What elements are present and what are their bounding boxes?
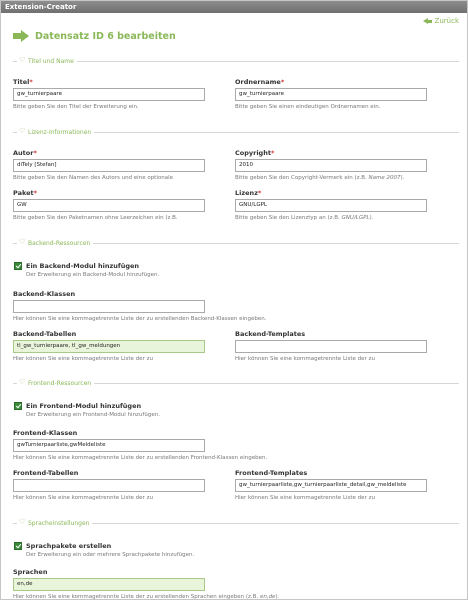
backend-klassen-input[interactable] <box>13 300 205 313</box>
arrow-right-icon <box>13 30 29 42</box>
titel-input[interactable]: gw_turnierpaare <box>13 88 205 101</box>
checkbox-checked-icon[interactable] <box>14 262 22 270</box>
field-backend-tabellen: Backend-Tabellen tl_gw_turnierpaare, tl_gw_meldungen Hier können Sie eine kommagetrennte Liste der zu <box>13 330 205 362</box>
frontend-klassen-input[interactable]: gwTurnierpaarliste,gwMeldeliste <box>13 439 205 452</box>
autor-input[interactable]: diTely [Stefan] <box>13 159 205 172</box>
checkbox-checked-icon[interactable] <box>14 542 22 550</box>
sprachen-input[interactable]: en,de <box>13 578 205 591</box>
back-link[interactable] <box>423 17 459 25</box>
ordnername-input[interactable]: gw_turnierpaare <box>235 88 427 101</box>
heart-icon <box>19 130 25 135</box>
lizenz-input[interactable]: GNU/LGPL <box>235 199 427 212</box>
field-paket: Paket* GW Bitte geben Sie den Paketnamen ohne Leerzeichen ein (z.B. <box>13 189 205 221</box>
frontend-templates-input[interactable]: gw_turnierpaarliste,gw_turnierpaarliste_detail,gw_meldeliste <box>235 479 427 492</box>
heart-icon <box>19 521 25 526</box>
section-backend[interactable]: ♡ Backend-Ressourcen <box>13 239 459 247</box>
field-copyright: Copyright* 2010 Bitte geben Sie den Copyright-Vermerk ein (z.B. Name 2007). <box>235 149 427 181</box>
field-backend-klassen: Backend-Klassen Hier können Sie eine kommagetrennte Liste der zu erstellenden Backend-Klassen eingeben. <box>13 290 267 322</box>
checkbox-checked-icon[interactable] <box>14 402 22 410</box>
heart-icon <box>19 381 25 386</box>
backend-tabellen-input[interactable]: tl_gw_turnierpaare, tl_gw_meldungen <box>13 340 205 353</box>
field-autor: Autor* diTely [Stefan] Bitte geben Sie den Namen des Autors und eine optionale <box>13 149 205 181</box>
field-backend-templates: Backend-Templates Hier können Sie eine kommagetrennte Liste der zu <box>235 330 427 362</box>
field-frontend-templates: Frontend-Templates gw_turnierpaarliste,gw_turnierpaarliste_detail,gw_meldeliste Hier können Sie eine kommagetrennte Liste der zu <box>235 469 427 501</box>
page-headline <box>13 30 176 42</box>
back-label: Zurück <box>434 17 459 25</box>
field-sprachen: Sprachen en,de Hier können Sie eine kommagetrennte Liste der zu erstellenden Sprachen eingeben (z.B. en,de). <box>13 568 280 600</box>
back-arrow-icon <box>423 18 432 25</box>
paket-input[interactable]: GW <box>13 199 205 212</box>
frontend-tabellen-input[interactable] <box>13 479 205 492</box>
field-frontend-klassen: Frontend-Klassen gwTurnierpaarliste,gwMeldeliste Hier können Sie eine kommagetrennte Liste der zu erstellenden Frontend-Klassen eingeben. <box>13 429 268 461</box>
field-frontend-tabellen: Frontend-Tabellen Hier können Sie eine kommagetrennte Liste der zu <box>13 469 205 501</box>
field-ordnername: Ordnername* gw_turnierpaare Bitte geben Sie einen eindeutigen Ordnernamen ein. <box>235 78 427 110</box>
heart-icon <box>19 241 25 246</box>
backend-module-checkbox[interactable]: Ein Backend-Modul hinzufügen Der Erweiterung ein Backend-Modul hinzufügen. <box>14 262 159 278</box>
heart-icon <box>19 59 25 64</box>
section-title-name[interactable]: ♡ Titel und Name <box>13 57 459 65</box>
page-title: Datensatz ID 6 bearbeiten <box>35 30 176 42</box>
backend-templates-input[interactable] <box>235 340 427 353</box>
window-title: Extension-Creator <box>1 1 467 13</box>
section-frontend[interactable]: ♡ Frontend-Ressourcen <box>13 379 459 387</box>
language-pack-checkbox[interactable]: Sprachpakete erstellen Der Erweiterung ein oder mehrere Sprachpakete hinzufügen. <box>14 542 194 558</box>
field-lizenz: Lizenz* GNU/LGPL Bitte geben Sie den Lizenztyp an (z.B. GNU/LGPL). <box>235 189 427 221</box>
field-titel: Titel* gw_turnierpaare Bitte geben Sie den Titel der Erweiterung ein. <box>13 78 205 110</box>
copyright-input[interactable]: 2010 <box>235 159 427 172</box>
section-language[interactable]: ♡ Spracheinstellungen <box>13 519 459 527</box>
frontend-module-checkbox[interactable]: Ein Frontend-Modul hinzufügen Der Erweiterung ein Frontend-Modul hinzufügen. <box>14 402 160 418</box>
section-license[interactable]: ♡ Lizenz-Informationen <box>13 128 459 136</box>
